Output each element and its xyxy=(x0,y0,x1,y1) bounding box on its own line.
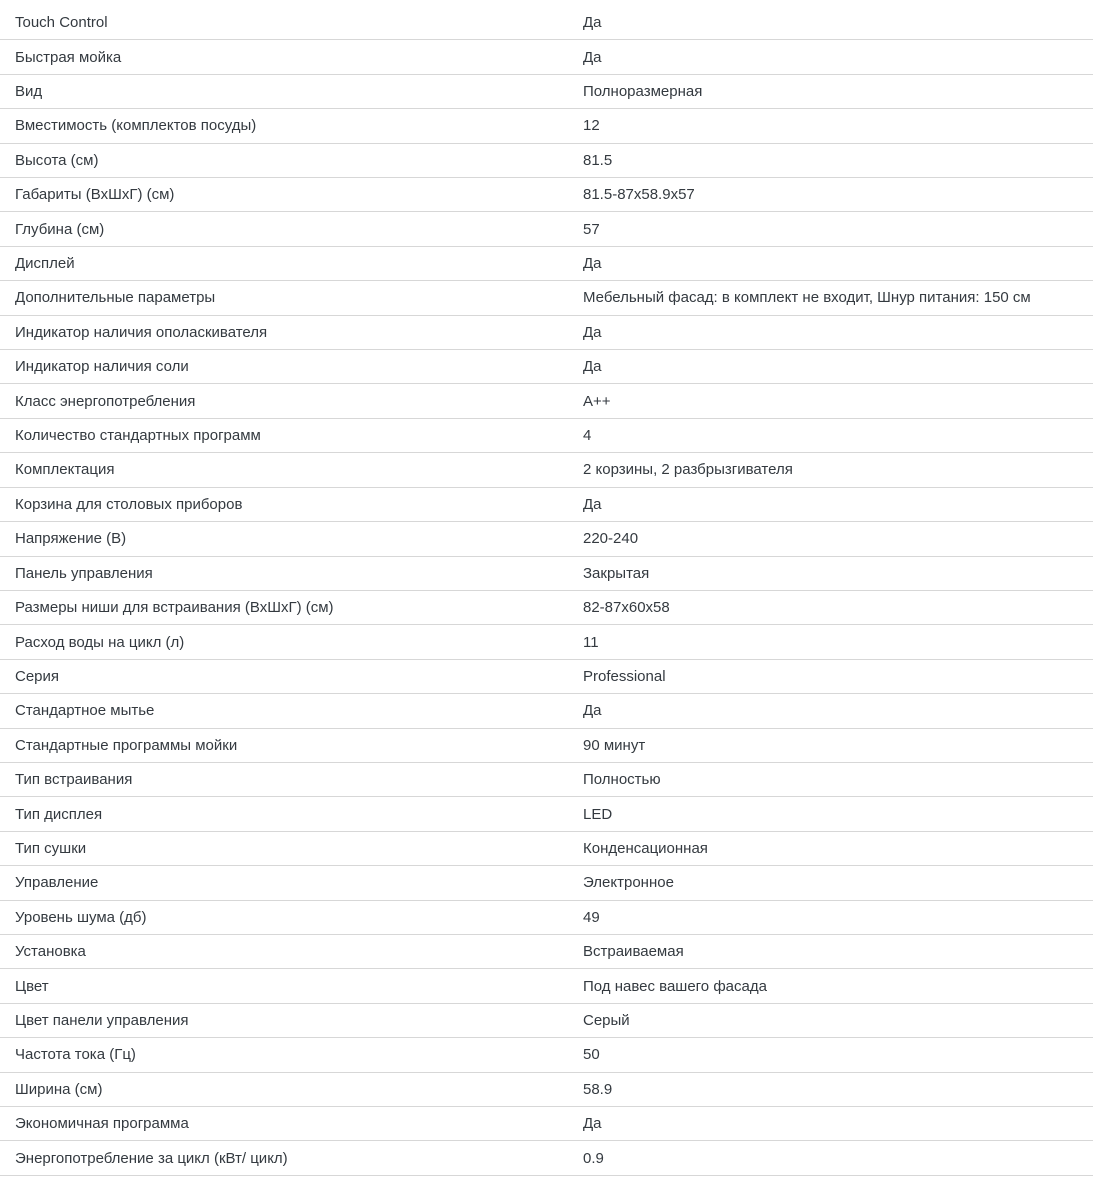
spec-label: Глубина (см) xyxy=(15,220,105,238)
spec-label: Дополнительные параметры xyxy=(15,289,216,307)
spec-label: Цвет панели управления xyxy=(15,1011,189,1029)
spec-value: Да xyxy=(583,48,602,66)
spec-label: Панель управления xyxy=(15,564,153,582)
spec-label: Ширина (см) xyxy=(15,1080,103,1098)
spec-row xyxy=(0,591,1093,625)
spec-value: 57 xyxy=(583,220,600,238)
spec-label: Серия xyxy=(15,667,60,685)
spec-value: 82-87x60x58 xyxy=(583,599,670,617)
spec-row xyxy=(0,832,1093,866)
spec-label: Индикатор наличия ополаскивателя xyxy=(15,323,268,341)
spec-value: Электронное xyxy=(583,874,674,892)
spec-row xyxy=(0,1141,1093,1175)
spec-label: Стандартные программы мойки xyxy=(15,736,238,754)
spec-row xyxy=(0,109,1093,143)
spec-row xyxy=(0,419,1093,453)
spec-label: Тип встраивания xyxy=(15,771,133,789)
spec-value: Полностью xyxy=(583,771,661,789)
spec-label: Уровень шума (дб) xyxy=(15,908,147,926)
spec-row xyxy=(0,866,1093,900)
spec-value: 11 xyxy=(583,633,599,651)
spec-value: 90 минут xyxy=(583,736,646,754)
spec-label: Дисплей xyxy=(15,255,75,273)
spec-row xyxy=(0,247,1093,281)
spec-value: Под навес вашего фасада xyxy=(583,977,767,995)
spec-row xyxy=(0,522,1093,556)
spec-row xyxy=(0,1038,1093,1072)
spec-row xyxy=(0,557,1093,591)
spec-row xyxy=(0,694,1093,728)
spec-label: Количество стандартных программ xyxy=(15,427,261,445)
spec-value: 49 xyxy=(583,908,600,926)
spec-value: 220-240 xyxy=(583,530,639,548)
spec-label: Тип сушки xyxy=(15,839,87,857)
spec-row xyxy=(0,935,1093,969)
spec-label: Класс энергопотребления xyxy=(15,392,196,410)
spec-row xyxy=(0,488,1093,522)
spec-value: Встраиваемая xyxy=(583,943,684,961)
spec-label: Частота тока (Гц) xyxy=(15,1046,136,1064)
spec-row xyxy=(0,660,1093,694)
spec-value: LED xyxy=(583,805,613,823)
spec-value: Да xyxy=(583,495,602,513)
spec-value: A++ xyxy=(583,392,611,410)
spec-row xyxy=(0,453,1093,487)
spec-label: Быстрая мойка xyxy=(15,48,122,66)
spec-label: Энергопотребление за цикл (кВт/ цикл) xyxy=(15,1149,288,1167)
spec-row xyxy=(0,178,1093,212)
spec-label: Цвет xyxy=(15,977,49,995)
spec-label: Вид xyxy=(15,83,43,101)
spec-label: Расход воды на цикл (л) xyxy=(15,633,185,651)
spec-row xyxy=(0,763,1093,797)
spec-value: Professional xyxy=(583,667,666,685)
spec-value: Конденсационная xyxy=(583,839,708,857)
spec-value: Да xyxy=(583,323,602,341)
spec-row xyxy=(0,797,1093,831)
spec-label: Габариты (ВхШхГ) (см) xyxy=(15,186,175,204)
spec-row xyxy=(0,1004,1093,1038)
spec-value: 81.5 xyxy=(583,151,613,169)
spec-row xyxy=(0,6,1093,40)
spec-value: Да xyxy=(583,255,602,273)
spec-label: Управление xyxy=(15,874,99,892)
spec-label: Индикатор наличия соли xyxy=(15,358,189,376)
spec-row xyxy=(0,75,1093,109)
spec-value: 2 корзины, 2 разбрызгивателя xyxy=(583,461,793,479)
spec-value: 4 xyxy=(583,427,592,445)
spec-value: Серый xyxy=(583,1011,630,1029)
spec-row xyxy=(0,212,1093,246)
spec-value: Да xyxy=(583,702,602,720)
spec-label: Тип дисплея xyxy=(15,805,103,823)
spec-row xyxy=(0,350,1093,384)
spec-row xyxy=(0,316,1093,350)
spec-label: Размеры ниши для встраивания (ВхШхГ) (см) xyxy=(15,599,334,617)
spec-label: Стандартное мытье xyxy=(15,702,155,720)
spec-label: Вместимость (комплектов посуды) xyxy=(15,117,257,135)
spec-value: 58.9 xyxy=(583,1080,613,1098)
spec-row xyxy=(0,729,1093,763)
spec-value: 12 xyxy=(583,117,600,135)
spec-row xyxy=(0,384,1093,418)
spec-value: Закрытая xyxy=(583,564,650,582)
spec-value: 81.5-87x58.9x57 xyxy=(583,186,695,204)
spec-row xyxy=(0,969,1093,1003)
spec-row xyxy=(0,40,1093,74)
spec-label: Корзина для столовых приборов xyxy=(15,495,243,513)
spec-value: Полноразмерная xyxy=(583,83,703,101)
spec-value: Да xyxy=(583,1115,602,1133)
spec-row xyxy=(0,901,1093,935)
spec-label: Экономичная программа xyxy=(15,1115,189,1133)
spec-value: 0.9 xyxy=(583,1149,604,1167)
spec-value: Мебельный фасад: в комплект не входит, Шнур питания: 150 см xyxy=(583,289,1031,307)
spec-row xyxy=(0,281,1093,315)
spec-row xyxy=(0,625,1093,659)
spec-row xyxy=(0,1107,1093,1141)
spec-label: Установка xyxy=(15,943,86,961)
spec-label: Высота (см) xyxy=(15,151,99,169)
spec-label: Напряжение (В) xyxy=(15,530,127,548)
spec-value: Да xyxy=(583,14,602,32)
spec-label: Touch Control xyxy=(15,14,108,32)
spec-value: 50 xyxy=(583,1046,600,1064)
spec-row xyxy=(0,144,1093,178)
spec-value: Да xyxy=(583,358,602,376)
spec-row xyxy=(0,1073,1093,1107)
spec-label: Комплектация xyxy=(15,461,115,479)
